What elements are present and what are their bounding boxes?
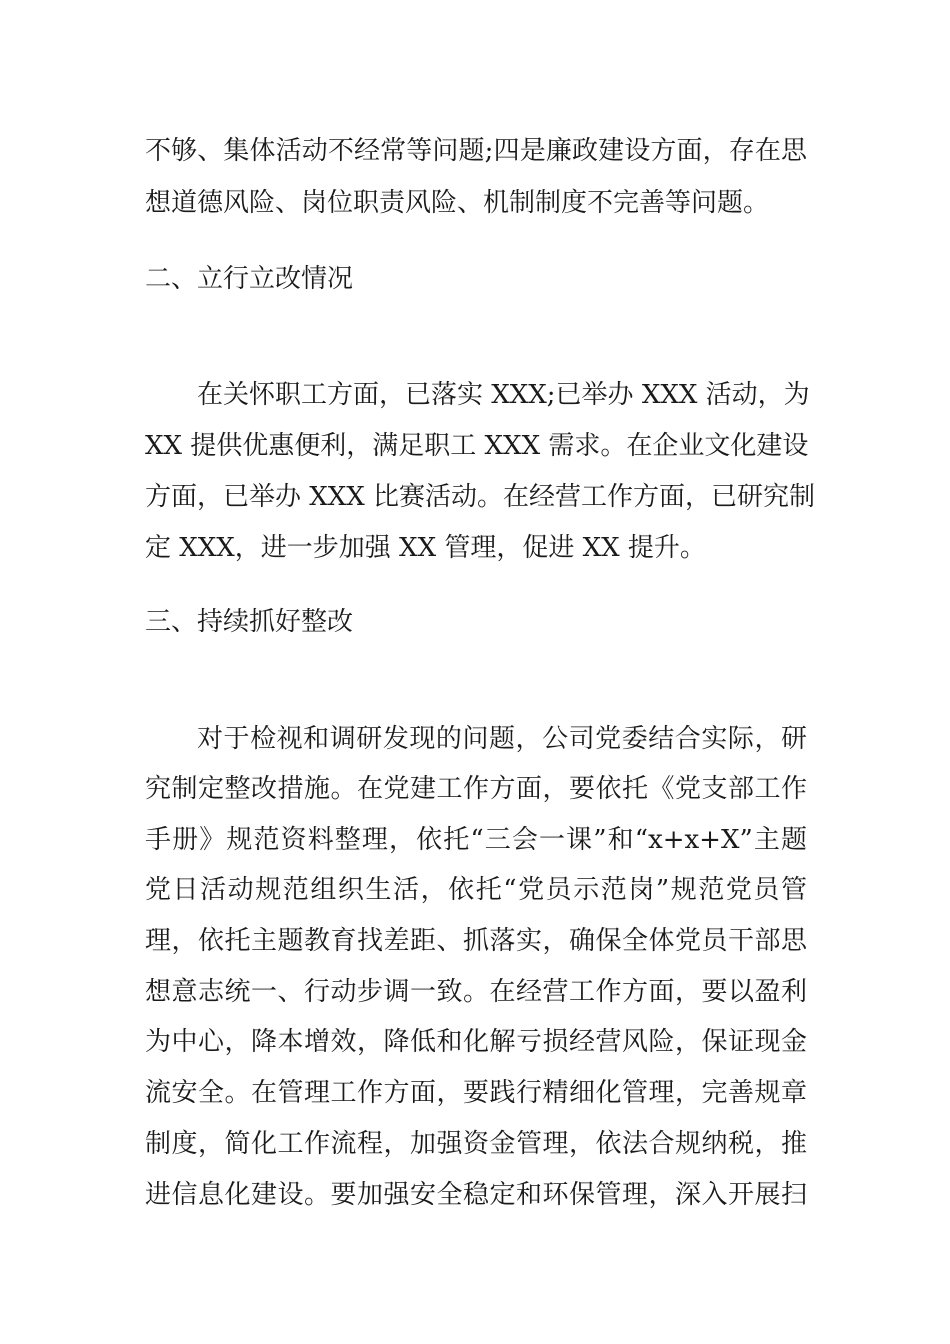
paragraph-line: 流安全。在管理工作方面，要践行精细化管理，完善规章 bbox=[145, 1078, 807, 1108]
paragraph-line: 对于检视和调研发现的问题，公司党委结合实际，研 bbox=[197, 724, 807, 754]
paragraph-line: 在关怀职工方面，已落实 XXX;已举办 XXX 活动，为 bbox=[197, 380, 810, 410]
paragraph-line: XX 提供优惠便利，满足职工 XXX 需求。在企业文化建设 bbox=[145, 431, 809, 461]
paragraph-line: 究制定整改措施。在党建工作方面，要依托《党支部工作 bbox=[145, 774, 807, 804]
paragraph-line: 手册》规范资料整理，依托“三会一课”和“x+x+X”主题 bbox=[145, 825, 807, 855]
section-heading-2: 二、立行立改情况 bbox=[145, 264, 354, 294]
paragraph-line: 制度，简化工作流程，加强资金管理，依法合规纳税，推 bbox=[145, 1129, 807, 1159]
paragraph-line: 方面，已举办 XXX 比赛活动。在经营工作方面，已研究制 bbox=[145, 482, 816, 512]
paragraph-line: 进信息化建设。要加强安全稳定和环保管理，深入开展扫 bbox=[145, 1180, 807, 1210]
paragraph-line: 理，依托主题教育找差距、抓落实，确保全体党员干部思 bbox=[145, 926, 807, 956]
paragraph-line: 党日活动规范组织生活，依托“党员示范岗”规范党员管 bbox=[145, 875, 807, 905]
paragraph-line: 想道德风险、岗位职责风险、机制制度不完善等问题。 bbox=[145, 188, 770, 218]
paragraph-line: 想意志统一、行动步调一致。在经营工作方面，要以盈利 bbox=[145, 977, 807, 1007]
paragraph-line: 定 XXX，进一步加强 XX 管理，促进 XX 提升。 bbox=[145, 533, 706, 563]
paragraph-line: 不够、集体活动不经常等问题;四是廉政建设方面，存在思 bbox=[145, 136, 807, 166]
paragraph-line: 为中心，降本增效，降低和化解亏损经营风险，保证现金 bbox=[145, 1027, 807, 1057]
section-heading-3: 三、持续抓好整改 bbox=[145, 607, 354, 637]
